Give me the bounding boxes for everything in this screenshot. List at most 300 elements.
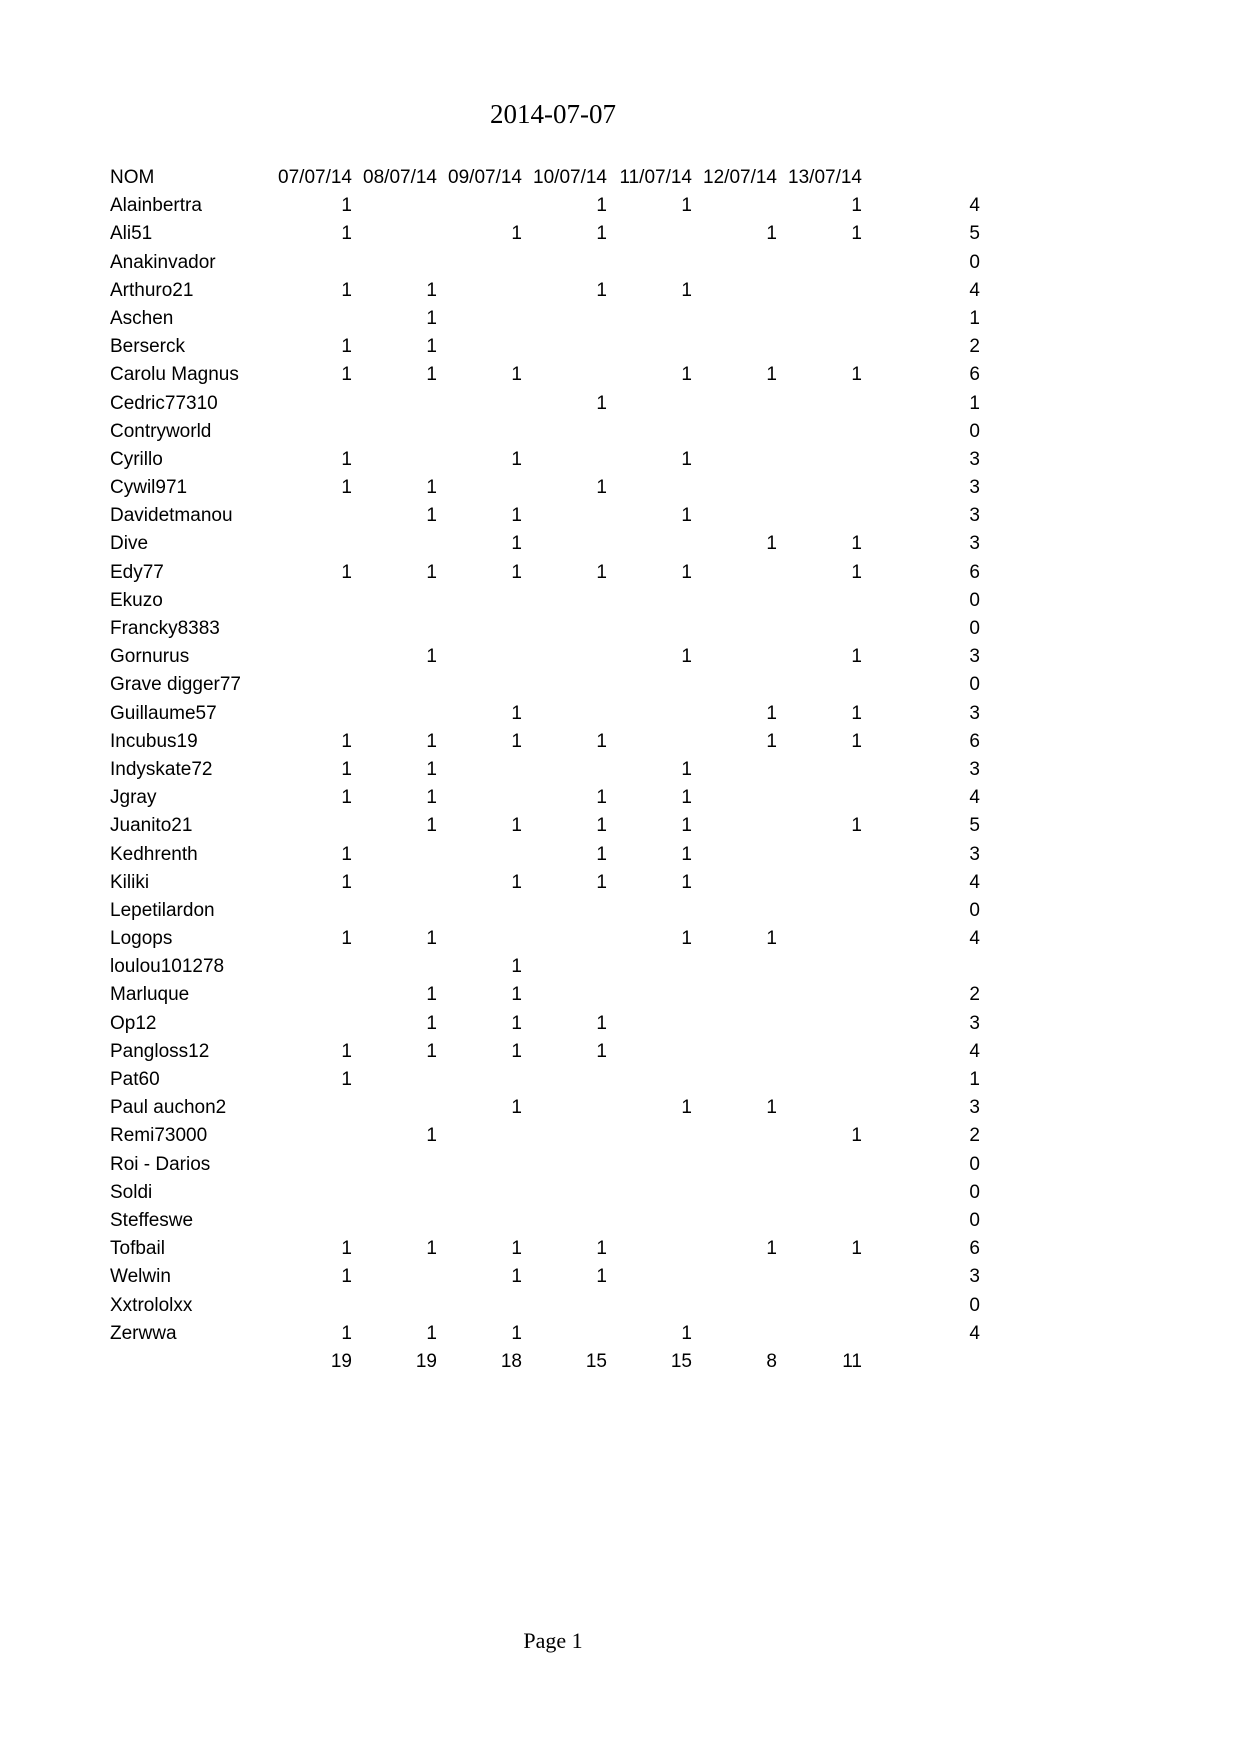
attendance-value: 1 [341, 561, 352, 583]
attendance-value [352, 671, 437, 699]
attendance-value: 1 [766, 730, 777, 752]
column-header-date: 07/07/14 [278, 167, 352, 188]
attendance-value [607, 981, 692, 1009]
player-name: Juanito21 [110, 815, 193, 837]
attendance-value [607, 418, 692, 446]
attendance-value: 1 [851, 223, 862, 245]
attendance-value: 1 [596, 195, 607, 217]
attendance-value [607, 615, 692, 643]
row-total: 2 [969, 336, 980, 358]
row-total: 4 [969, 928, 980, 950]
attendance-value: 1 [426, 1238, 437, 1260]
attendance-value: 1 [426, 1040, 437, 1062]
attendance-value [522, 756, 607, 784]
attendance-value [267, 897, 352, 925]
player-name: Gornurus [110, 646, 190, 668]
attendance-value: 1 [596, 223, 607, 245]
row-total: 3 [969, 448, 980, 470]
column-total: 15 [585, 1350, 607, 1372]
attendance-value [352, 1292, 437, 1320]
column-header-date: 08/07/14 [363, 167, 437, 188]
attendance-value [607, 1010, 692, 1038]
attendance-value [777, 615, 862, 643]
attendance-value [607, 305, 692, 333]
attendance-value: 1 [681, 1097, 692, 1119]
attendance-value [777, 925, 862, 953]
row-total: 4 [969, 1040, 980, 1062]
attendance-value [777, 305, 862, 333]
attendance-value [777, 1094, 862, 1122]
attendance-value: 1 [596, 477, 607, 499]
table-row [110, 333, 1098, 361]
attendance-value: 1 [426, 477, 437, 499]
attendance-value: 1 [511, 815, 522, 837]
row-total: 3 [969, 646, 980, 668]
attendance-value [777, 671, 862, 699]
attendance-value [692, 869, 777, 897]
table-row [110, 1292, 1098, 1320]
attendance-value [437, 643, 522, 671]
attendance-value [692, 587, 777, 615]
attendance-value [522, 953, 607, 981]
table-row [110, 756, 1098, 784]
table-row [110, 1235, 1098, 1263]
attendance-value: 1 [426, 730, 437, 752]
attendance-value: 1 [851, 1125, 862, 1147]
table-row [110, 869, 1098, 897]
row-total: 3 [969, 843, 980, 865]
player-name: Remi73000 [110, 1125, 208, 1147]
attendance-value [352, 1151, 437, 1179]
table-row [110, 897, 1098, 925]
table-row [110, 502, 1098, 530]
attendance-value [522, 981, 607, 1009]
attendance-value: 1 [681, 758, 692, 780]
attendance-value [267, 1094, 352, 1122]
attendance-value [522, 446, 607, 474]
attendance-value [437, 1151, 522, 1179]
attendance-value: 1 [341, 871, 352, 893]
attendance-value: 1 [511, 223, 522, 245]
attendance-value [522, 643, 607, 671]
attendance-value [437, 474, 522, 502]
row-total: 1 [969, 1069, 980, 1090]
table-row [110, 1263, 1098, 1291]
attendance-value [267, 1151, 352, 1179]
attendance-value [607, 1038, 692, 1066]
attendance-value [607, 474, 692, 502]
attendance-value: 1 [766, 928, 777, 950]
attendance-value [352, 587, 437, 615]
attendance-value [267, 1292, 352, 1320]
row-total: 2 [969, 984, 980, 1006]
attendance-value: 1 [341, 843, 352, 865]
attendance-value: 1 [341, 758, 352, 780]
attendance-value [777, 277, 862, 305]
row-total: 6 [969, 730, 980, 752]
row-total: 3 [969, 505, 980, 527]
column-header-total [862, 164, 980, 192]
table-row [110, 530, 1098, 558]
attendance-value [607, 1122, 692, 1150]
table-row [110, 559, 1098, 587]
attendance-value: 1 [681, 279, 692, 301]
table-row [110, 1122, 1098, 1150]
player-name: Soldi [110, 1181, 153, 1203]
row-total: 2 [969, 1125, 980, 1147]
attendance-value: 1 [596, 1266, 607, 1288]
attendance-value [267, 953, 352, 981]
row-total: 5 [969, 815, 980, 837]
attendance-value [437, 390, 522, 418]
player-name: Indyskate72 [110, 758, 213, 780]
row-total: 0 [969, 899, 980, 921]
column-totals-row [110, 1348, 1098, 1376]
attendance-value: 1 [426, 1012, 437, 1034]
attendance-value [692, 1263, 777, 1291]
attendance-value [437, 305, 522, 333]
attendance-value [522, 1292, 607, 1320]
attendance-value [437, 615, 522, 643]
row-total: 3 [969, 702, 980, 724]
table-row [110, 671, 1098, 699]
attendance-value: 1 [681, 646, 692, 668]
attendance-value [692, 1179, 777, 1207]
player-name: Logops [110, 928, 173, 950]
totals-row-label [110, 1348, 267, 1376]
attendance-value [437, 756, 522, 784]
attendance-value: 1 [511, 984, 522, 1006]
row-total: 0 [969, 618, 980, 639]
player-name: Op12 [110, 1012, 157, 1034]
attendance-value: 1 [766, 533, 777, 555]
attendance-value [522, 249, 607, 277]
player-name: Jgray [110, 787, 157, 809]
attendance-value: 1 [341, 1069, 352, 1090]
attendance-value: 1 [426, 505, 437, 527]
row-total: 4 [969, 787, 980, 809]
attendance-value [522, 1179, 607, 1207]
attendance-value [267, 502, 352, 530]
attendance-value [522, 897, 607, 925]
attendance-value: 1 [511, 561, 522, 583]
grand-total [862, 1348, 980, 1376]
attendance-value: 1 [426, 279, 437, 301]
attendance-value: 1 [766, 702, 777, 724]
player-name: Edy77 [110, 561, 164, 583]
attendance-value: 1 [426, 815, 437, 837]
attendance-value: 1 [851, 646, 862, 668]
attendance-value: 1 [681, 928, 692, 950]
attendance-value [522, 305, 607, 333]
attendance-value [692, 1122, 777, 1150]
attendance-value [352, 249, 437, 277]
table-row [110, 1066, 1098, 1094]
attendance-value: 1 [596, 1012, 607, 1034]
attendance-value [777, 1010, 862, 1038]
column-total: 11 [842, 1350, 862, 1372]
player-name: Grave digger77 [110, 674, 241, 696]
attendance-value [522, 1320, 607, 1348]
attendance-value [267, 1179, 352, 1207]
row-total: 6 [969, 1238, 980, 1260]
table-row [110, 1094, 1098, 1122]
attendance-value [267, 530, 352, 558]
attendance-value: 1 [851, 561, 862, 583]
attendance-value: 1 [681, 195, 692, 217]
attendance-value [777, 953, 862, 981]
attendance-value: 1 [341, 1266, 352, 1288]
attendance-value [607, 1066, 692, 1094]
attendance-value [437, 333, 522, 361]
attendance-table [110, 164, 1098, 1376]
row-total: 3 [969, 533, 980, 555]
row-total: 4 [969, 871, 980, 893]
attendance-value [692, 277, 777, 305]
attendance-value [692, 615, 777, 643]
attendance-value [352, 897, 437, 925]
attendance-value [607, 671, 692, 699]
attendance-value [607, 1263, 692, 1291]
attendance-value [777, 333, 862, 361]
attendance-value: 1 [596, 871, 607, 893]
attendance-value [607, 220, 692, 248]
row-total: 5 [969, 223, 980, 245]
attendance-value: 1 [681, 787, 692, 809]
attendance-value: 1 [681, 505, 692, 527]
table-row [110, 446, 1098, 474]
attendance-value [692, 1066, 777, 1094]
attendance-value [437, 587, 522, 615]
attendance-value [692, 418, 777, 446]
attendance-value: 1 [511, 956, 522, 978]
table-row [110, 784, 1098, 812]
player-name: Francky8383 [110, 618, 220, 639]
attendance-value [267, 305, 352, 333]
attendance-value [692, 953, 777, 981]
player-name: Zerwwa [110, 1322, 177, 1344]
player-name: Steffeswe [110, 1209, 194, 1231]
attendance-value: 1 [341, 223, 352, 245]
table-row [110, 249, 1098, 277]
attendance-value [692, 812, 777, 840]
row-total: 0 [969, 674, 980, 696]
attendance-value: 1 [426, 1322, 437, 1344]
attendance-value [267, 615, 352, 643]
attendance-value: 1 [766, 1097, 777, 1119]
player-name: Berserck [110, 336, 185, 358]
player-name: Incubus19 [110, 730, 198, 752]
attendance-value: 1 [851, 533, 862, 555]
attendance-value: 1 [426, 307, 437, 329]
table-row [110, 812, 1098, 840]
attendance-value [607, 953, 692, 981]
attendance-value: 1 [341, 279, 352, 301]
attendance-value [522, 1207, 607, 1235]
attendance-value: 1 [426, 928, 437, 950]
attendance-value [522, 1094, 607, 1122]
table-row [110, 220, 1098, 248]
attendance-value: 1 [596, 787, 607, 809]
attendance-value [522, 587, 607, 615]
attendance-value [777, 446, 862, 474]
attendance-value [692, 502, 777, 530]
attendance-value [522, 671, 607, 699]
attendance-value [777, 841, 862, 869]
table-row [110, 700, 1098, 728]
attendance-value [522, 615, 607, 643]
attendance-value: 1 [766, 223, 777, 245]
column-total: 19 [330, 1350, 352, 1372]
attendance-value: 1 [426, 787, 437, 809]
column-header-nom: NOM [110, 167, 155, 188]
player-name: Dive [110, 533, 149, 555]
attendance-value [352, 700, 437, 728]
attendance-value [437, 1122, 522, 1150]
table-row [110, 390, 1098, 418]
attendance-value [692, 981, 777, 1009]
row-total: 6 [969, 364, 980, 386]
row-total: 0 [969, 1294, 980, 1316]
attendance-value [437, 277, 522, 305]
attendance-value [352, 192, 437, 220]
row-total: 6 [969, 561, 980, 583]
table-row [110, 361, 1098, 389]
attendance-value: 1 [851, 195, 862, 217]
attendance-value [522, 530, 607, 558]
attendance-value [437, 1292, 522, 1320]
attendance-value [267, 587, 352, 615]
attendance-value: 1 [851, 702, 862, 724]
attendance-value [607, 1292, 692, 1320]
table-row [110, 1010, 1098, 1038]
row-total: 3 [969, 1097, 980, 1119]
player-name: Carolu Magnus [110, 364, 239, 386]
attendance-value [352, 418, 437, 446]
attendance-value [777, 390, 862, 418]
table-row [110, 615, 1098, 643]
attendance-value: 1 [681, 871, 692, 893]
attendance-value: 1 [596, 279, 607, 301]
attendance-value: 1 [766, 364, 777, 386]
attendance-value [437, 1207, 522, 1235]
attendance-value [352, 1094, 437, 1122]
table-row [110, 1038, 1098, 1066]
attendance-value [692, 841, 777, 869]
attendance-value [777, 1263, 862, 1291]
attendance-value: 1 [511, 448, 522, 470]
attendance-value [437, 897, 522, 925]
attendance-value [437, 249, 522, 277]
attendance-value: 1 [426, 561, 437, 583]
attendance-value [267, 249, 352, 277]
player-name: Paul auchon2 [110, 1097, 227, 1119]
attendance-value: 1 [596, 561, 607, 583]
attendance-value: 1 [341, 928, 352, 950]
attendance-value: 1 [511, 1012, 522, 1034]
player-name: Roi - Darios [110, 1153, 211, 1175]
attendance-value [352, 615, 437, 643]
table-row [110, 305, 1098, 333]
attendance-value [607, 530, 692, 558]
attendance-value: 1 [851, 815, 862, 837]
attendance-value: 1 [681, 448, 692, 470]
attendance-value: 1 [851, 364, 862, 386]
attendance-value [352, 1263, 437, 1291]
page-footer: Page 1 [523, 1628, 583, 1653]
attendance-value [607, 728, 692, 756]
player-name: Lepetilardon [110, 899, 215, 921]
attendance-value [692, 897, 777, 925]
row-total: 0 [969, 589, 980, 611]
row-total: 3 [969, 477, 980, 499]
attendance-value [352, 530, 437, 558]
player-name: Cedric77310 [110, 392, 218, 414]
attendance-value [692, 1207, 777, 1235]
column-total: 15 [670, 1350, 692, 1372]
table-row [110, 1151, 1098, 1179]
attendance-value [437, 784, 522, 812]
player-name: loulou101278 [110, 956, 225, 978]
attendance-value [437, 1066, 522, 1094]
attendance-value [607, 333, 692, 361]
row-total: 0 [969, 251, 980, 273]
attendance-value [522, 700, 607, 728]
attendance-value [352, 841, 437, 869]
attendance-value [352, 220, 437, 248]
attendance-value [692, 1292, 777, 1320]
attendance-value [692, 305, 777, 333]
row-total: 0 [969, 1209, 980, 1231]
attendance-value [522, 925, 607, 953]
player-name: Pangloss12 [110, 1040, 210, 1062]
page-title: 2014-07-07 [490, 99, 616, 129]
column-header-date: 10/07/14 [533, 167, 607, 188]
attendance-value [352, 869, 437, 897]
attendance-value [267, 418, 352, 446]
column-header-date: 11/07/14 [619, 167, 692, 188]
attendance-value [692, 192, 777, 220]
attendance-value [267, 1122, 352, 1150]
player-name: Marluque [110, 984, 190, 1006]
attendance-value [777, 1179, 862, 1207]
table-row [110, 1320, 1098, 1348]
attendance-value [692, 784, 777, 812]
attendance-value [692, 249, 777, 277]
attendance-value: 1 [596, 392, 607, 414]
attendance-value: 1 [681, 843, 692, 865]
attendance-value [607, 1179, 692, 1207]
attendance-value [777, 1320, 862, 1348]
table-row [110, 841, 1098, 869]
row-total: 4 [969, 195, 980, 217]
player-name: Cywil971 [110, 477, 188, 499]
attendance-value: 1 [426, 364, 437, 386]
table-row [110, 925, 1098, 953]
attendance-value [522, 418, 607, 446]
row-total: 0 [969, 1181, 980, 1203]
attendance-value [522, 1122, 607, 1150]
attendance-value: 1 [681, 561, 692, 583]
attendance-value [607, 700, 692, 728]
attendance-value [607, 897, 692, 925]
attendance-value: 1 [596, 1040, 607, 1062]
player-name: Arthuro21 [110, 279, 194, 301]
player-name: Ali51 [110, 223, 153, 245]
attendance-value [777, 1207, 862, 1235]
attendance-value: 1 [341, 336, 352, 358]
attendance-value [777, 1038, 862, 1066]
